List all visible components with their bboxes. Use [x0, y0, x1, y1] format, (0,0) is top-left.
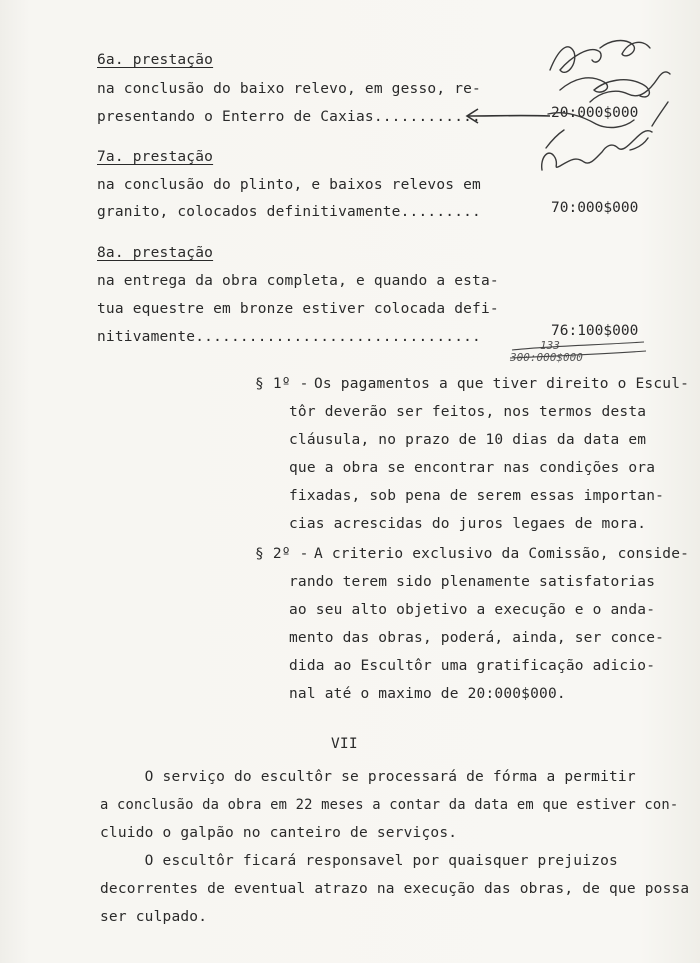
installment-6-line-1: na conclusão do baixo relevo, em gesso, re- — [97, 81, 481, 97]
handwritten-strike-lines — [508, 336, 648, 366]
paragraph-1-line-2: tôr deverão ser feitos, nos termos desta — [289, 404, 647, 420]
paragraph-1-line-6: cias acrescidas do juros legaes de mora. — [289, 516, 647, 532]
paragraph-2-line-3: ao seu alto objetivo a execução e o anda- — [289, 602, 656, 618]
paragraph-2-line-5: dida ao Escultôr uma gratificação adicio- — [289, 658, 656, 674]
section-line-1: O serviço do escultôr se processará de fórma a permitir — [100, 769, 636, 785]
section-line-4: O escultôr ficará responsavel por quaisquer prejuizos — [100, 853, 618, 869]
installment-6-line-2: presentando o Enterro de Caxias............ — [97, 109, 481, 125]
paragraph-2-line-1: A criterio exclusivo da Comissão, conside- — [314, 546, 690, 562]
section-line-5: decorrentes de eventual atrazo na execução das obras, de que possa — [100, 881, 690, 897]
paragraph-2-line-4: mento das obras, poderá, ainda, ser conce- — [289, 630, 665, 646]
paragraph-2-label: § 2º - — [255, 546, 309, 562]
paragraph-2-line-2: rando terem sido plenamente satisfatorias — [289, 574, 656, 590]
paragraph-1-line-3: cláusula, no prazo de 10 dias da data em — [289, 432, 647, 448]
paragraph-1-line-4: que a obra se encontrar nas condições ora — [289, 460, 656, 476]
installment-8-heading: 8a. prestação — [97, 245, 214, 261]
paragraph-1-line-5: fixadas, sob pena de serem essas importan- — [289, 488, 665, 504]
section-line-3: cluido o galpão no canteiro de serviços. — [100, 825, 458, 841]
handwritten-signature — [530, 30, 680, 180]
installment-8-line-1: na entrega da obra completa, e quando a esta- — [97, 273, 499, 289]
installment-8-line-2: tua equestre em bronze estiver colocada defi- — [97, 301, 499, 317]
installment-7-heading: 7a. prestação — [97, 149, 214, 165]
installment-7-line-2: granito, colocados definitivamente......... — [97, 204, 481, 220]
paragraph-2-line-6: nal até o maximo de 20:000$000. — [289, 686, 566, 702]
section-line-2: a conclusão da obra em 22 meses a contar da data em que estiver con- — [100, 797, 679, 813]
handwritten-correction-2: 300:000$000 — [510, 351, 583, 364]
section-numeral: VII — [331, 736, 358, 752]
installment-7-line-1: na conclusão do plinto, e baixos relevos em — [97, 177, 481, 193]
installment-8-amount: 76:100$000 — [551, 323, 639, 339]
installment-6-amount: 20:000$000 — [551, 105, 639, 121]
paragraph-1-label: § 1º - — [255, 376, 309, 392]
installment-7-amount: 70:000$000 — [551, 200, 639, 216]
section-line-6: ser culpado. — [100, 909, 208, 925]
installment-6-heading: 6a. prestação — [97, 52, 214, 68]
installment-8-line-3: nitivamente................................ — [97, 329, 481, 345]
paragraph-1-line-1: Os pagamentos a que tiver direito o Escul- — [314, 376, 690, 392]
handwritten-correction-1: 133 — [540, 339, 560, 352]
